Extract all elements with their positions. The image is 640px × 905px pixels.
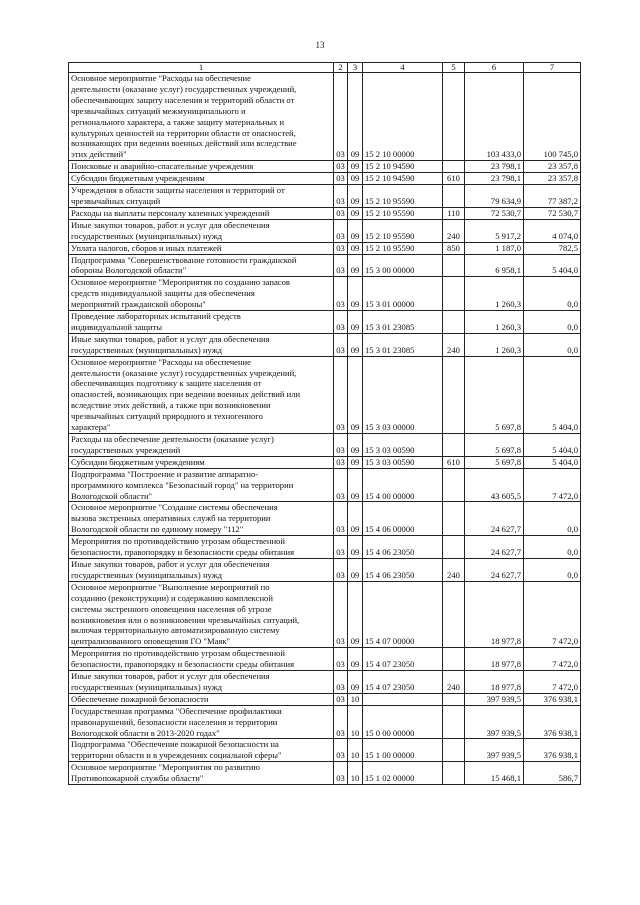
cell-amount-2: 7 472,0 xyxy=(524,468,581,502)
budget-table xyxy=(68,62,581,785)
cell-subsection: 09 xyxy=(348,73,363,161)
cell-name: Расходы на обеспечение деятельности (оказание услуг) государственных учреждений xyxy=(69,434,334,457)
cell-target-article: 15 4 07 00000 xyxy=(363,581,443,647)
cell-amount-1: 24 627,7 xyxy=(465,558,524,581)
cell-amount-2: 0,0 xyxy=(524,311,581,334)
cell-expense-type xyxy=(443,254,465,277)
cell-amount-2: 7 472,0 xyxy=(524,648,581,671)
table-row xyxy=(69,311,581,334)
cell-amount-1: 103 433,0 xyxy=(465,73,524,161)
cell-section: 03 xyxy=(334,277,348,311)
cell-amount-1: 24 627,7 xyxy=(465,536,524,559)
page-number: 13 xyxy=(315,40,325,50)
table-row xyxy=(69,161,581,173)
cell-amount-2: 77 387,2 xyxy=(524,185,581,208)
cell-expense-type xyxy=(443,356,465,433)
cell-section: 03 xyxy=(334,161,348,173)
cell-amount-1: 72 530,7 xyxy=(465,207,524,219)
cell-amount-2: 0,0 xyxy=(524,333,581,356)
cell-amount-2: 0,0 xyxy=(524,277,581,311)
cell-name: Основное мероприятие "Мероприятия по развитию Противопожарной службы области" xyxy=(69,762,334,785)
table-row xyxy=(69,502,581,536)
cell-name: Иные закупки товаров, работ и услуг для обеспечения государственных (муниципальных) нужд xyxy=(69,671,334,694)
table-body xyxy=(69,73,581,785)
table-row xyxy=(69,536,581,559)
cell-section: 03 xyxy=(334,558,348,581)
cell-expense-type xyxy=(443,434,465,457)
cell-name: Обеспечение пожарной безопасности xyxy=(69,693,334,705)
cell-target-article: 15 4 07 23050 xyxy=(363,648,443,671)
cell-name: Основное мероприятие "Создание системы обеспечения вызова экстренных оперативных служб на территории Вологодской области по единому номеру "112" xyxy=(69,502,334,536)
cell-subsection: 09 xyxy=(348,219,363,242)
cell-target-article: 15 3 03 00590 xyxy=(363,456,443,468)
cell-amount-1: 18 977,8 xyxy=(465,671,524,694)
cell-subsection: 09 xyxy=(348,277,363,311)
cell-name: Иные закупки товаров, работ и услуг для обеспечения государственных (муниципальных) нужд xyxy=(69,558,334,581)
header-cell-subsection: 3 xyxy=(348,63,363,73)
cell-subsection: 09 xyxy=(348,242,363,254)
cell-subsection: 09 xyxy=(348,333,363,356)
cell-amount-1: 1 260,3 xyxy=(465,277,524,311)
cell-target-article: 15 3 01 00000 xyxy=(363,277,443,311)
cell-section: 03 xyxy=(334,536,348,559)
cell-amount-1: 18 977,8 xyxy=(465,581,524,647)
cell-amount-1: 79 634,9 xyxy=(465,185,524,208)
cell-expense-type xyxy=(443,277,465,311)
cell-amount-2: 586,7 xyxy=(524,762,581,785)
cell-target-article: 15 4 06 23050 xyxy=(363,536,443,559)
cell-expense-type: 850 xyxy=(443,242,465,254)
cell-target-article: 15 2 10 00000 xyxy=(363,73,443,161)
cell-amount-1: 1 187,0 xyxy=(465,242,524,254)
cell-target-article: 15 3 03 00590 xyxy=(363,434,443,457)
cell-expense-type xyxy=(443,73,465,161)
table-row xyxy=(69,581,581,647)
table-row xyxy=(69,173,581,185)
cell-amount-2: 72 530,7 xyxy=(524,207,581,219)
cell-section: 03 xyxy=(334,242,348,254)
cell-subsection: 09 xyxy=(348,671,363,694)
table-row xyxy=(69,456,581,468)
cell-section: 03 xyxy=(334,581,348,647)
cell-section: 03 xyxy=(334,762,348,785)
table-row xyxy=(69,762,581,785)
cell-expense-type: 240 xyxy=(443,558,465,581)
cell-section: 03 xyxy=(334,705,348,739)
cell-amount-2: 5 404,0 xyxy=(524,434,581,457)
cell-target-article xyxy=(363,693,443,705)
cell-amount-2: 23 357,8 xyxy=(524,173,581,185)
cell-expense-type xyxy=(443,581,465,647)
cell-name: Подпрограмма "Обеспечение пожарной безопасности на территории области и в учреждениях социальной сферы" xyxy=(69,739,334,762)
table-row xyxy=(69,468,581,502)
cell-amount-2: 0,0 xyxy=(524,558,581,581)
cell-subsection: 09 xyxy=(348,502,363,536)
cell-name: Государственная программа "Обеспечение профилактики правонарушений, безопасности населения и территории Вологодской области в 2013-2020 годах" xyxy=(69,705,334,739)
cell-section: 03 xyxy=(334,648,348,671)
table-row xyxy=(69,207,581,219)
cell-name: Основное мероприятие "Расходы на обеспечение деятельности (оказание услуг) государственных учреждений, обеспечивающих защиту населения и территорий области от чрезвычайных ситуаций межмуниципального и регионального характера, а также защиту материальных и культурных ценностей на территории области от опасностей, возникающих при ведении военных действий или вследствие этих действий" xyxy=(69,73,334,161)
cell-target-article: 15 2 10 95590 xyxy=(363,219,443,242)
cell-amount-1: 6 958,1 xyxy=(465,254,524,277)
cell-amount-1: 18 977,8 xyxy=(465,648,524,671)
header-cell-expense-type: 5 xyxy=(443,63,465,73)
cell-target-article: 15 3 01 23085 xyxy=(363,311,443,334)
cell-amount-2: 376 938,1 xyxy=(524,693,581,705)
cell-amount-2: 7 472,0 xyxy=(524,581,581,647)
cell-amount-1: 397 939,5 xyxy=(465,739,524,762)
cell-expense-type xyxy=(443,693,465,705)
cell-section: 03 xyxy=(334,333,348,356)
cell-section: 03 xyxy=(334,219,348,242)
table-row xyxy=(69,356,581,433)
table-row xyxy=(69,333,581,356)
cell-subsection: 09 xyxy=(348,558,363,581)
cell-expense-type xyxy=(443,648,465,671)
table-row xyxy=(69,185,581,208)
cell-amount-2: 376 938,1 xyxy=(524,739,581,762)
cell-expense-type: 110 xyxy=(443,207,465,219)
cell-amount-1: 5 697,8 xyxy=(465,356,524,433)
cell-amount-2: 782,5 xyxy=(524,242,581,254)
cell-amount-1: 23 798,1 xyxy=(465,161,524,173)
cell-name: Расходы на выплаты персоналу казенных учреждений xyxy=(69,207,334,219)
cell-target-article: 15 2 10 95590 xyxy=(363,185,443,208)
header-row xyxy=(69,63,581,73)
cell-section: 03 xyxy=(334,434,348,457)
cell-name: Уплата налогов, сборов и иных платежей xyxy=(69,242,334,254)
cell-amount-1: 15 468,1 xyxy=(465,762,524,785)
cell-subsection: 09 xyxy=(348,648,363,671)
cell-target-article: 15 2 10 94590 xyxy=(363,173,443,185)
cell-expense-type xyxy=(443,185,465,208)
cell-name: Подпрограмма "Совершенствование готовности гражданской обороны Вологодской области" xyxy=(69,254,334,277)
cell-subsection: 09 xyxy=(348,356,363,433)
table-row xyxy=(69,219,581,242)
cell-expense-type xyxy=(443,311,465,334)
cell-target-article: 15 2 10 95590 xyxy=(363,242,443,254)
cell-subsection: 10 xyxy=(348,693,363,705)
cell-section: 03 xyxy=(334,311,348,334)
cell-target-article: 15 2 10 94590 xyxy=(363,161,443,173)
cell-subsection: 09 xyxy=(348,207,363,219)
cell-subsection: 09 xyxy=(348,581,363,647)
cell-amount-2: 4 074,0 xyxy=(524,219,581,242)
cell-amount-2: 376 938,1 xyxy=(524,705,581,739)
cell-target-article: 15 1 00 00000 xyxy=(363,739,443,762)
cell-section: 03 xyxy=(334,173,348,185)
cell-section: 03 xyxy=(334,356,348,433)
cell-amount-1: 23 798,1 xyxy=(465,173,524,185)
cell-amount-1: 397 939,5 xyxy=(465,693,524,705)
cell-amount-1: 43 605,5 xyxy=(465,468,524,502)
header-cell-amount-2: 7 xyxy=(524,63,581,73)
cell-section: 03 xyxy=(334,693,348,705)
cell-target-article: 15 4 07 23050 xyxy=(363,671,443,694)
cell-target-article: 15 4 06 00000 xyxy=(363,502,443,536)
cell-subsection: 09 xyxy=(348,468,363,502)
cell-name: Мероприятия по противодействию угрозам общественной безопасности, правопорядку и безопасности среды обитания xyxy=(69,648,334,671)
table-row xyxy=(69,254,581,277)
cell-name: Проведение лабораторных испытаний средств индивидуальной защиты xyxy=(69,311,334,334)
cell-subsection: 09 xyxy=(348,173,363,185)
cell-target-article: 15 3 03 00000 xyxy=(363,356,443,433)
cell-subsection: 09 xyxy=(348,311,363,334)
cell-amount-2: 5 404,0 xyxy=(524,254,581,277)
cell-target-article: 15 3 01 23085 xyxy=(363,333,443,356)
cell-target-article: 15 1 02 00000 xyxy=(363,762,443,785)
cell-amount-1: 1 260,3 xyxy=(465,333,524,356)
cell-amount-2: 5 404,0 xyxy=(524,456,581,468)
cell-subsection: 10 xyxy=(348,705,363,739)
cell-expense-type xyxy=(443,468,465,502)
cell-subsection: 10 xyxy=(348,762,363,785)
table-row xyxy=(69,242,581,254)
cell-name: Иные закупки товаров, работ и услуг для обеспечения государственных (муниципальных) нужд xyxy=(69,219,334,242)
cell-amount-2: 0,0 xyxy=(524,536,581,559)
cell-amount-1: 5 697,8 xyxy=(465,456,524,468)
cell-expense-type: 610 xyxy=(443,173,465,185)
cell-amount-1: 5 917,2 xyxy=(465,219,524,242)
cell-section: 03 xyxy=(334,671,348,694)
cell-subsection: 09 xyxy=(348,434,363,457)
cell-amount-1: 24 627,7 xyxy=(465,502,524,536)
table-row xyxy=(69,739,581,762)
table-row xyxy=(69,648,581,671)
cell-amount-1: 5 697,8 xyxy=(465,434,524,457)
cell-expense-type xyxy=(443,161,465,173)
cell-subsection: 09 xyxy=(348,536,363,559)
header-cell-name: 1 xyxy=(69,63,334,73)
cell-expense-type: 240 xyxy=(443,219,465,242)
cell-name: Субсидии бюджетным учреждениям xyxy=(69,173,334,185)
cell-section: 03 xyxy=(334,739,348,762)
table-row xyxy=(69,558,581,581)
cell-amount-2: 100 745,0 xyxy=(524,73,581,161)
cell-subsection: 09 xyxy=(348,161,363,173)
cell-expense-type: 240 xyxy=(443,671,465,694)
cell-amount-1: 397 939,5 xyxy=(465,705,524,739)
cell-subsection: 09 xyxy=(348,185,363,208)
table-row xyxy=(69,705,581,739)
cell-section: 03 xyxy=(334,468,348,502)
cell-name: Поисковые и аварийно-спасательные учреждения xyxy=(69,161,334,173)
cell-name: Основное мероприятие "Расходы на обеспечение деятельности (оказание услуг) государственных учреждений, обеспечивающих подготовку к защите населения от опасностей, возникающих при ведении военных действий или вследствие этих действий, а также при возникновении чрезвычайных ситуаций природного и техногенного характера" xyxy=(69,356,334,433)
cell-section: 03 xyxy=(334,73,348,161)
cell-target-article: 15 2 10 95590 xyxy=(363,207,443,219)
cell-amount-2: 0,0 xyxy=(524,502,581,536)
cell-section: 03 xyxy=(334,207,348,219)
header-cell-amount-1: 6 xyxy=(465,63,524,73)
cell-section: 03 xyxy=(334,185,348,208)
cell-name: Субсидии бюджетным учреждениям xyxy=(69,456,334,468)
cell-name: Основное мероприятие "Мероприятия по созданию запасов средств индивидуальной защиты для обеспечения мероприятий гражданской обороны" xyxy=(69,277,334,311)
cell-target-article: 15 4 00 00000 xyxy=(363,468,443,502)
cell-target-article: 15 3 00 00000 xyxy=(363,254,443,277)
cell-target-article: 15 0 00 00000 xyxy=(363,705,443,739)
table-row xyxy=(69,671,581,694)
cell-expense-type: 610 xyxy=(443,456,465,468)
header-cell-target-article: 4 xyxy=(363,63,443,73)
cell-section: 03 xyxy=(334,502,348,536)
table-row xyxy=(69,693,581,705)
cell-amount-1: 1 260,3 xyxy=(465,311,524,334)
cell-subsection: 10 xyxy=(348,739,363,762)
cell-name: Основное мероприятие "Выполнение мероприятий по созданию (реконструкции) и содержанию комплексной системы экстренного оповещения населения об угрозе возникновения или о возникновении чрезвычайных ситуаций, включая территориальную автоматизированную систему централизованного оповещения ГО "Маяк" xyxy=(69,581,334,647)
table-row xyxy=(69,434,581,457)
cell-section: 03 xyxy=(334,254,348,277)
cell-name: Иные закупки товаров, работ и услуг для обеспечения государственных (муниципальных) нужд xyxy=(69,333,334,356)
cell-amount-2: 7 472,0 xyxy=(524,671,581,694)
cell-expense-type xyxy=(443,739,465,762)
cell-subsection: 09 xyxy=(348,456,363,468)
cell-expense-type: 240 xyxy=(443,333,465,356)
header-cell-section: 2 xyxy=(334,63,348,73)
cell-name: Подпрограмма "Построение и развитие аппаратно- программного комплекса "Безопасный город" на территории Вологодской области" xyxy=(69,468,334,502)
cell-amount-2: 23 357,8 xyxy=(524,161,581,173)
cell-target-article: 15 4 06 23050 xyxy=(363,558,443,581)
cell-expense-type xyxy=(443,705,465,739)
table-row xyxy=(69,277,581,311)
cell-name: Мероприятия по противодействию угрозам общественной безопасности, правопорядку и безопасности среды обитания xyxy=(69,536,334,559)
cell-amount-2: 5 404,0 xyxy=(524,356,581,433)
cell-expense-type xyxy=(443,502,465,536)
table-row xyxy=(69,73,581,161)
cell-expense-type xyxy=(443,536,465,559)
cell-name: Учреждения в области защиты населения и территорий от чрезвычайных ситуаций xyxy=(69,185,334,208)
cell-subsection: 09 xyxy=(348,254,363,277)
cell-section: 03 xyxy=(334,456,348,468)
cell-expense-type xyxy=(443,762,465,785)
